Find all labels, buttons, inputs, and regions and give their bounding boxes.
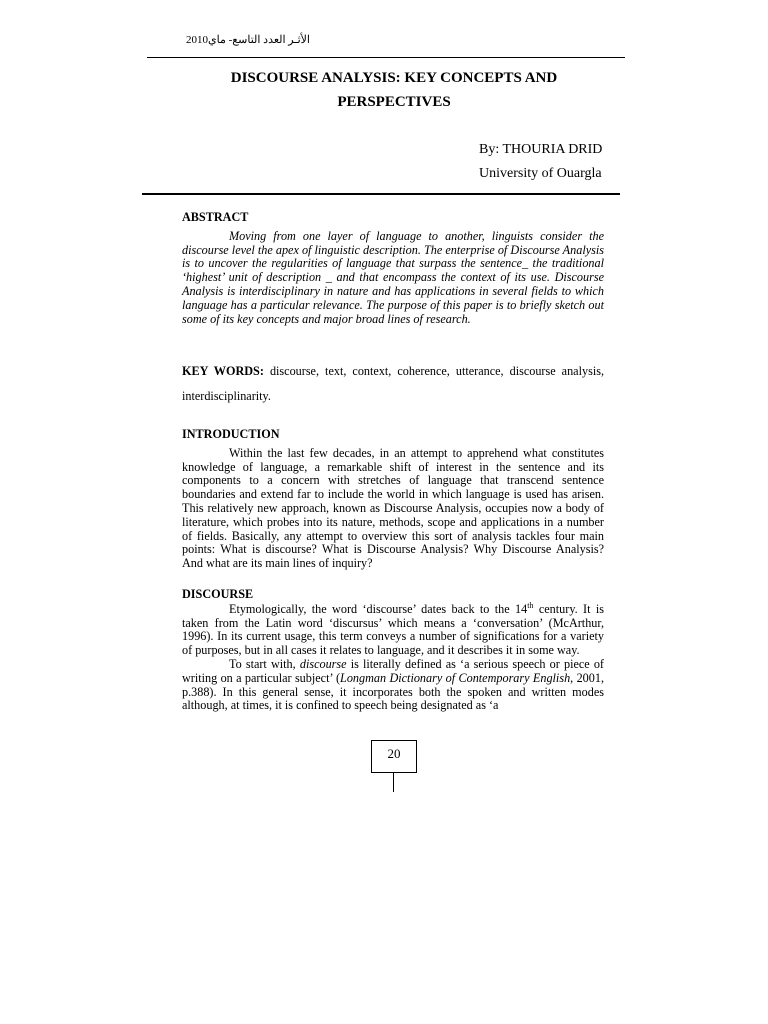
- author-affiliation: University of Ouargla: [479, 166, 602, 181]
- title-line-2: PERSPECTIVES: [337, 94, 451, 110]
- discourse-p1-end: century. It is taken from the Latin word ‘discursus’ which means a ‘conversation’ (McArthur, 1996). In its current usage, this term conveys a number of significations for a variety of purposes, but in all cases it relates to language, and it describes it in some way.: [182, 601, 605, 658]
- byline: [479, 138, 602, 186]
- paper-title: [182, 66, 606, 114]
- discourse-p1-start: Etymologically, the word ‘discourse’ dates back to the 14: [229, 601, 528, 616]
- page-number: 20: [387, 746, 401, 761]
- page-number-tick: [393, 772, 394, 792]
- introduction-section: [182, 428, 604, 571]
- discourse-p2-end: , 2001, p.388). In this general sense, it incorporates both the spoken and written modes although, at times, it is confined to speech being designated as ‘a: [182, 670, 605, 713]
- header-rule: [147, 57, 625, 58]
- discourse-paragraph-2: [182, 658, 604, 713]
- abstract-heading: ABSTRACT: [182, 210, 249, 224]
- discourse-source: Longman Dictionary of Contemporary English: [340, 670, 571, 685]
- discourse-p1-superscript: th: [527, 600, 534, 610]
- discourse-section: [182, 588, 604, 713]
- title-line-1: DISCOURSE ANALYSIS: KEY CONCEPTS AND: [230, 70, 558, 86]
- discourse-paragraph-1: [182, 600, 605, 658]
- introduction-text: Within the last few decades, in an attempt to apprehend what constitutes knowledge of language, a remarkable shift of interest in the sentence and its components to a concern with stretches of language that transcend sentence boundaries and extend far to include the world in which language is used has arisen. This relatively new approach, known as Discourse Analysis, occupies now a body of literature, which probes into its nature, methods, scope and applications in a number of fields. Basically, any attempt to overview this sort of analysis tackles four main points: What is discourse? What is Discourse Analysis? Why Discourse Analysis? And what are its main lines of inquiry?: [182, 445, 604, 571]
- discourse-term: discourse: [299, 656, 347, 671]
- author-name: By: THOURIA DRID: [479, 142, 603, 157]
- abstract-section: [182, 211, 604, 326]
- abstract-text: Moving from one layer of language to another, linguists consider the discourse level the apex of linguistic description. The enterprise of Discourse Analysis is to uncover the regularities of language that surpass the sentence_ the traditional ‘highest’ unit of description _ and that encompass the context of its use. Discourse Analysis is interdisciplinary in nature and has applications in several fields to which language has a particular relevance. The purpose of this paper is to briefly sketch out some of its key concepts and major broad lines of research.: [182, 228, 604, 326]
- introduction-heading: INTRODUCTION: [182, 427, 280, 441]
- discourse-p2-start: To start with,: [229, 656, 300, 671]
- keywords-text: discourse, text, context, coherence, utterance, discourse analysis, interdisciplinarity.: [182, 364, 604, 403]
- journal-header: الأثـر العدد التاسع- ماي2010: [186, 34, 310, 46]
- keywords-section: [182, 359, 604, 409]
- keywords-label: KEY WORDS:: [182, 364, 264, 378]
- title-rule: [142, 193, 620, 195]
- discourse-heading: DISCOURSE: [182, 587, 254, 601]
- discourse-p2-middle: is literally defined as ‘a serious speech or piece of writing on a particular subject’ (: [182, 656, 604, 685]
- page-number-box: [371, 740, 417, 773]
